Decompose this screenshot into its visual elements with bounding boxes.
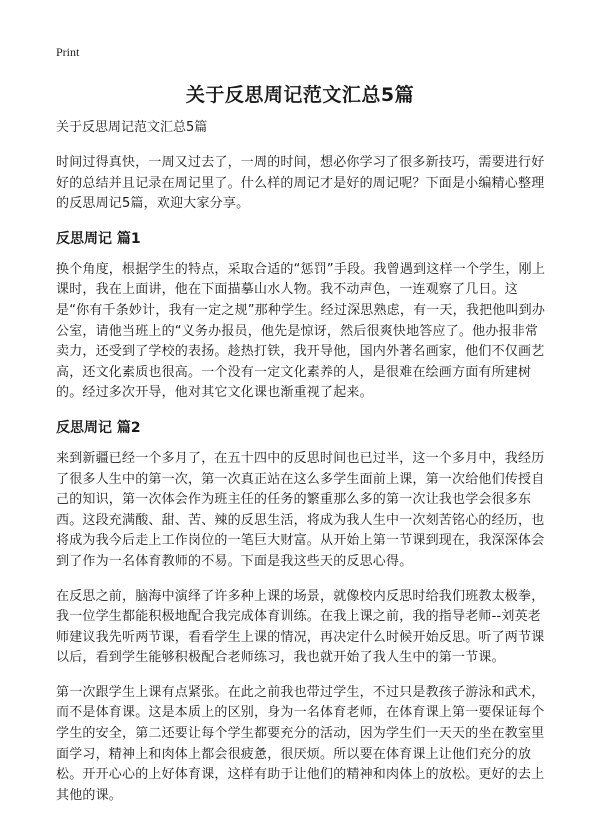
section-2-paragraph-3: 第一次跟学生上课有点紧张。在此之前我也带过学生，不过只是教孩子游泳和武术，而不是体育课。这是本质上的区别，身为一名体育老师，在体育课上第一要保证每个学生的安全，第二还要让每个学生都要充分的活动，因为学生们一天天的坐在教室里面学习，精神上和肉体上都会很疲惫，很厌烦。所以要在体育课上让他们充分的放松。开开心心的上好体育课，这样有助于让他们的精神和肉体上的放松。更好的去上其他的课。 <box>56 684 545 803</box>
page-title: 关于反思周记范文汇总5篇 <box>185 84 415 106</box>
document-body <box>56 118 548 820</box>
intro-paragraph: 时间过得真快，一周又过去了，一周的时间，想必你学习了很多新技巧，需要进行好好的总结并且记录在周记里了。什么样的周记才是好的周记呢？下面是小编精心整理的反思周记5篇，欢迎大家分享。 <box>56 155 545 212</box>
section-2-paragraph-1: 来到新疆已经一个多月了，在五十四中的反思时间也已过半，这一个多月中，我经历了很多人生中的第一次，第一次真正站在这么多学生面前上课，第一次给他们传授自己的知识，第一次体会作为班主任的任务的繁重那么多的第一次让我也学会很多东西。这段充满酸、甜、苦、辣的反思生活，将成为我人生中一次刻苦铭心的经历，也将成为我今后走上工作岗位的一笔巨大财富。从开始上第一节课到现在，我深深体会到了作为一名体育教师的不易。下面是我这些天的反思心得。 <box>56 450 545 569</box>
section-heading-2: 反思周记 篇2 <box>56 419 141 436</box>
section-1-paragraph-1: 换个角度，根据学生的特点，采取合适的“惩罚”手段。我曾遇到这样一个学生，刚上课时，我在上面讲，他在下面描摹山水人物。我不动声色，一连观察了几日。这是“你有千条妙计，我有一定之规”那种学生。经过深思熟虑，有一天，我把他叫到办公室，请他当班上的“义务办报员，他先是惊讶，然后很爽快地答应了。他办报非常卖力，还受到了学校的表扬。趁热打铁，我开导他，国内外著名画家，他们不仅画艺高，还文化素质也很高。一个没有一定文化素养的人，是很难在绘画方面有所建树的。经过多次开导，他对其它文化课也渐重视了起来。 <box>56 261 546 401</box>
section-heading-1: 反思周记 篇1 <box>56 230 141 247</box>
print-link[interactable]: Print <box>56 45 80 59</box>
document-subtitle: 关于反思周记范文汇总5篇 <box>56 120 208 135</box>
section-2-paragraph-2: 在反思之前，脑海中演绎了许多种上课的场景，就像校内反思时给我们班教太极拳，我一位学生都能积极地配合我完成体育训练。在我上课之前，我的指导老师--刘英老师建议我先听两节课，看看学生上课的情况，再决定什么时候开始反思。听了两节课以后，看到学生能够积极配合老师练习，我也就开始了我人生中的第一节课。 <box>56 588 545 666</box>
